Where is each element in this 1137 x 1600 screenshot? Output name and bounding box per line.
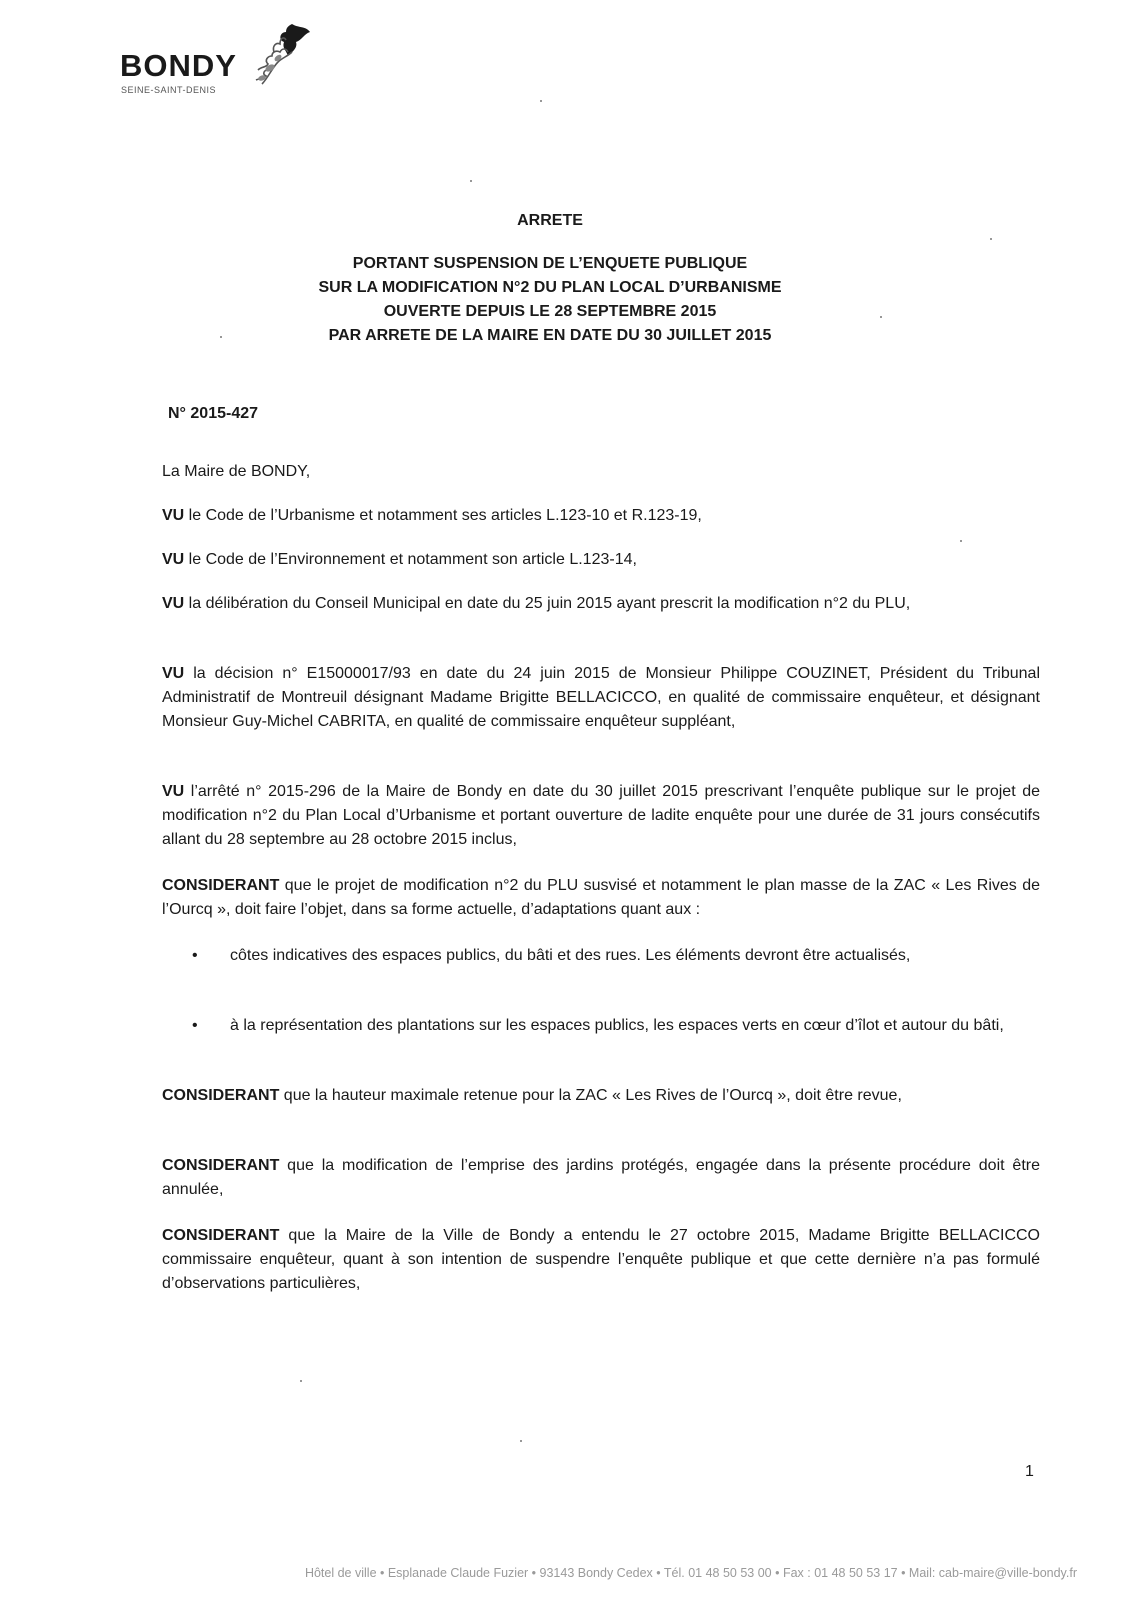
bullet-icon: •: [192, 947, 198, 964]
vu-paragraph: [162, 592, 1040, 616]
considerant-lead: CONSIDERANT: [162, 1227, 280, 1244]
vu-paragraph: [162, 780, 1040, 852]
scan-speck: [540, 100, 542, 102]
logo-wordmark: BONDY: [120, 48, 237, 83]
scan-speck: [990, 238, 992, 240]
vu-lead: VU: [162, 551, 185, 568]
considerant-text: que la hauteur maximale retenue pour la ZAC « Les Rives de l’Ourcq », doit être revue,: [279, 1087, 902, 1104]
vu-text: le Code de l’Environnement et notamment son article L.123-14,: [184, 551, 637, 568]
list-item: [192, 1014, 1040, 1038]
document-body: [162, 0, 1040, 1460]
scan-speck: [300, 1380, 302, 1382]
scan-speck: [880, 316, 882, 318]
considerant-paragraph: [162, 1154, 1040, 1202]
vu-paragraph: [162, 548, 1040, 572]
considerant-lead: CONSIDERANT: [162, 1157, 280, 1174]
scan-speck: [960, 540, 962, 542]
vu-lead: VU: [162, 507, 185, 524]
logo-subtitle: SEINE-SAINT-DENIS: [121, 85, 217, 95]
considerant-text: que la modification de l’emprise des jardins protégés, engagée dans la présente procédure doit être annulée,: [162, 1157, 1040, 1198]
title-line: PORTANT SUSPENSION DE L’ENQUETE PUBLIQUE: [352, 255, 748, 272]
considerant-text: que le projet de modification n°2 du PLU susvisé et notamment le plan masse de la ZAC « Les Rives de l’Ourcq », doit faire l’objet, dans sa forme actuelle, d’adaptations quant aux :: [162, 877, 1040, 918]
footer-contact: Hôtel de ville • Esplanade Claude Fuzier • 93143 Bondy Cedex • Tél. 01 48 50 53 00 • Fax : 01 48 50 53 17 • Mail: cab-maire@ville-bondy.fr: [304, 1566, 1077, 1580]
vu-text: le Code de l’Urbanisme et notamment ses articles L.123-10 et R.123-19,: [184, 507, 702, 524]
vu-text: la délibération du Conseil Municipal en date du 25 juin 2015 ayant prescrit la modification n°2 du PLU,: [184, 595, 911, 612]
title-line: SUR LA MODIFICATION N°2 DU PLAN LOCAL D’URBANISME: [318, 279, 782, 296]
vu-lead: VU: [162, 783, 185, 800]
list-item-text: côtes indicatives des espaces publics, du bâti et des rues. Les éléments devront être actualisés,: [230, 947, 911, 964]
title-line: PAR ARRETE DE LA MAIRE EN DATE DU 30 JUILLET 2015: [328, 327, 772, 344]
scan-speck: [520, 1440, 522, 1442]
title-line: OUVERTE DEPUIS LE 28 SEPTEMBRE 2015: [383, 303, 717, 320]
document-type: ARRETE: [517, 212, 583, 229]
vu-text: la décision n° E15000017/93 en date du 24 juin 2015 de Monsieur Philippe COUZINET, Président du Tribunal Administratif de Montreuil désignant Madame Brigitte BELLACICCO, en qualité de commissaire enquêteur, et désignant Monsieur Guy-Michel CABRITA, en qualité de commissaire enquêteur suppléant,: [162, 665, 1040, 730]
considerant-paragraph: [162, 1084, 1040, 1108]
considerant-lead: CONSIDERANT: [162, 1087, 280, 1104]
considerant-paragraph: [162, 1224, 1040, 1296]
scan-speck: [220, 336, 222, 338]
page-number: 1: [1025, 1463, 1034, 1480]
considerant-lead: CONSIDERANT: [162, 877, 280, 894]
vu-lead: VU: [162, 595, 185, 612]
vu-lead: VU: [162, 665, 185, 682]
vu-paragraph: [162, 504, 1040, 528]
considerant-paragraph: [162, 874, 1040, 922]
considerant-text: que la Maire de la Ville de Bondy a entendu le 27 octobre 2015, Madame Brigitte BELLACICCO commissaire enquêteur, quant à son intention de suspendre l’enquête publique et que cette dernière n’a pas formulé d’observations particulières,: [162, 1227, 1040, 1292]
vu-paragraph: [162, 662, 1040, 734]
intro-line: La Maire de BONDY,: [162, 463, 311, 480]
list-item: [192, 944, 1040, 968]
scan-speck: [470, 180, 472, 182]
arrete-number: N° 2015-427: [168, 405, 259, 422]
list-item-text: à la représentation des plantations sur les espaces publics, les espaces verts en cœur d’îlot et autour du bâti,: [230, 1017, 1004, 1034]
vu-text: l’arrêté n° 2015-296 de la Maire de Bondy en date du 30 juillet 2015 prescrivant l’enquête publique sur le projet de modification n°2 du Plan Local d’Urbanisme et portant ouverture de ladite enquête pour une durée de 31 jours consécutifs allant du 28 septembre au 28 octobre 2015 inclus,: [162, 783, 1040, 848]
bullet-icon: •: [192, 1017, 198, 1034]
